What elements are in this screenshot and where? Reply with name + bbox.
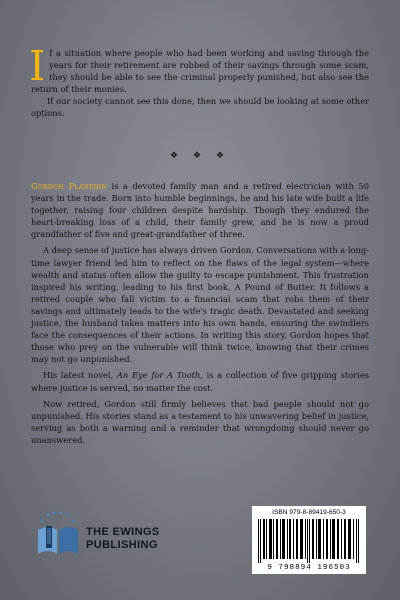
barcode-digits: 9 798894 196503 (267, 564, 351, 572)
author-name: Gordon Planedin (31, 181, 107, 191)
bio-paragraph-3-rest: , is a collection of five gripping stories where justice is served, no matter the cost. (31, 370, 369, 393)
bio-paragraph-1-text: is a devoted family man and a retired electrician with 50 years in the trade. Born into humble beginnings, he and his late wife built a life together, raising four children despite hardship. Though they endured the heart-breaking loss of a child, their family grew, and he is now a proud grandfather of five and great-grandfather of three. (31, 181, 369, 240)
author-bio (31, 180, 369, 450)
isbn-label: ISBN 979-8-89419-650-3 (272, 509, 346, 516)
bio-paragraph-3-start: His latest novel, (43, 370, 117, 381)
open-book-logo-icon (32, 508, 84, 562)
intro-paragraph-2: If our society cannot see this done, then we should be looking at some other options. (31, 96, 369, 119)
publisher-logo (32, 506, 202, 564)
barcode-bars (256, 519, 362, 563)
publisher-name-line1: THE EWINGS (86, 526, 160, 538)
intro-paragraph-1 (29, 42, 369, 95)
intro-paragraph-1-text: f a situation where people who had been working and saving through the years for their retirement are robbed of their savings through some scam, they should be able to see the criminal properly punished, but also see the return of their monies. (31, 48, 369, 95)
publisher-name-line2: PUBLISHING (86, 539, 158, 551)
bio-paragraph-2: A deep sense of justice has always driven Gordon. Conversations with a long-time lawyer friend led him to reflect on the flaws of the legal system—where wealth and status often allow the guilty to escape punishment. This frustration inspired his writing, leading to his first book, A Pound of Butter. It follows a retired couple who fall victim to a financial scam that robs them of their savings and ultimately leads to the wife's tragic death. Devastated and seeking justice, the husband takes matters into his own hands, ensuring the swindlers face the consequences of their actions. In writing this story, Gordon hopes that those who prey on the vulnerable will think twice, knowing that their crimes may not go unpunished. (31, 245, 369, 365)
bio-paragraph-3 (31, 369, 369, 393)
book-title: An Eye for A Tooth (116, 370, 201, 381)
section-divider: ❖ ❖ ❖ (170, 151, 230, 161)
isbn-barcode (252, 506, 366, 574)
bio-paragraph-4: Now retired, Gordon still firmly believes that bad people should not go unpunished. His stories stand as a testament to his unwavering belief in justice, serving as both a warning and a reminder that wrongdoing should never go unanswered. (31, 398, 369, 445)
intro-block (29, 42, 369, 120)
bio-paragraph-1 (31, 180, 369, 240)
drop-cap: I (29, 42, 46, 90)
